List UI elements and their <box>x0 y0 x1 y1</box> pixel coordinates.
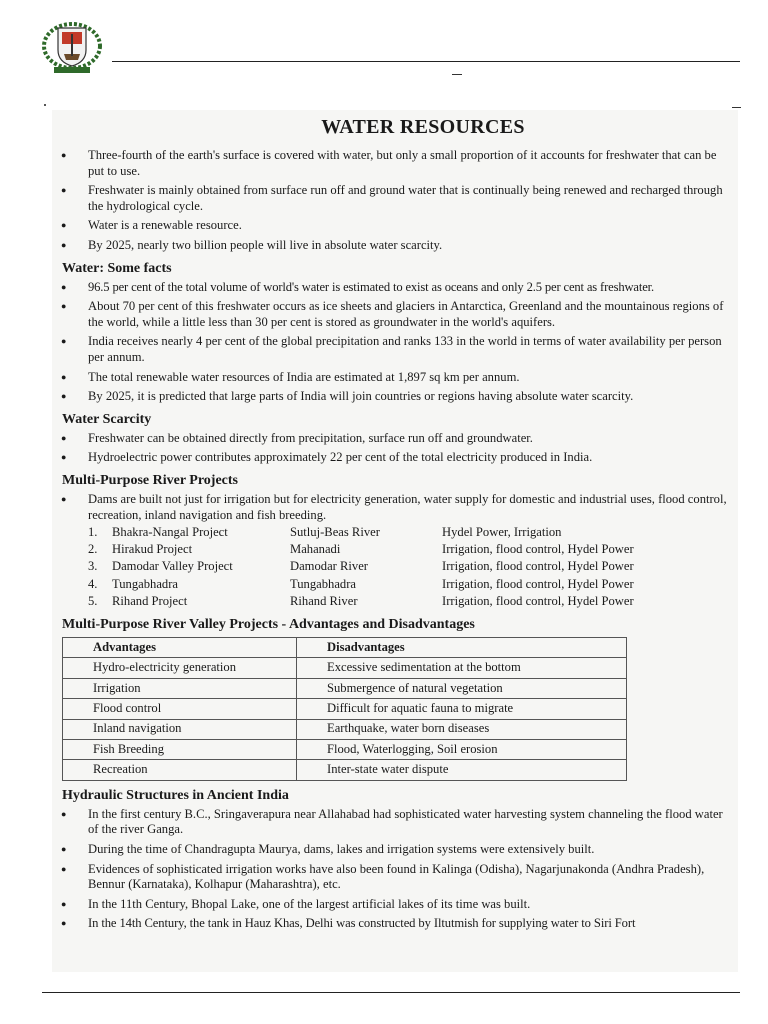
header-rule <box>112 61 740 62</box>
project-use: Irrigation, flood control, Hydel Power <box>442 576 634 591</box>
list-item: ● Freshwater is mainly obtained from surface run off and ground water that is continually being renewed and recharged through the hydrological cycle. <box>58 183 734 214</box>
hydraulic-list <box>58 807 734 932</box>
project-river: Tungabhadra <box>290 576 356 591</box>
disadvantage-cell: Excessive sedimentation at the bottom <box>297 658 627 678</box>
list-item: ● Evidences of sophisticated irrigation works have also been found in Kalinga (Odisha), Nagarjunakonda (Andhra Pradesh), Bennur (Karnataka), Kolhapur (Maharashtra), etc. <box>58 862 734 893</box>
project-number: 5. <box>88 593 98 608</box>
advantage-cell: Flood control <box>63 699 297 719</box>
disadvantage-cell: Flood, Waterlogging, Soil erosion <box>297 739 627 759</box>
disadvantage-cell: Submergence of natural vegetation <box>297 678 627 698</box>
advantage-cell: Fish Breeding <box>63 739 297 759</box>
section-heading-scarcity: Water Scarcity <box>62 411 152 427</box>
list-item: ● About 70 per cent of this freshwater occurs as ice sheets and glaciers in Antarctica, Greenland and the mountainous regions of the world, while a little less than 30 per cent is stored as groundwater in the world's aquifers. <box>58 299 734 330</box>
project-row <box>88 558 734 575</box>
section-heading-advantages: Multi-Purpose River Valley Projects - Advantages and Disadvantages <box>62 617 475 633</box>
project-river: Damodar River <box>290 559 368 574</box>
project-number: 3. <box>88 559 98 574</box>
multipurpose-list <box>58 492 734 523</box>
header-mark <box>452 74 462 75</box>
advantage-cell: Inland navigation <box>63 719 297 739</box>
project-river: Mahanadi <box>290 542 341 557</box>
advantage-cell: Recreation <box>63 760 297 780</box>
scarcity-list <box>58 431 734 466</box>
header-cell: Disadvantages <box>297 638 627 658</box>
table-row <box>63 678 627 698</box>
footer-rule <box>42 992 740 993</box>
list-item: ● India receives nearly 4 per cent of the global precipitation and ranks 133 in the world in terms of water availability per person per annum. <box>58 334 734 365</box>
project-name: Damodar Valley Project <box>112 559 233 574</box>
table-row <box>63 760 627 780</box>
list-item: ● In the 11th Century, Bhopal Lake, one of the largest artificial lakes of its time was built. <box>58 897 734 913</box>
project-number: 4. <box>88 576 98 591</box>
intro-list <box>58 148 734 254</box>
list-item: ● Water is a renewable resource. <box>58 218 734 234</box>
facts-list <box>58 280 734 405</box>
list-item: ● Freshwater can be obtained directly from precipitation, surface run off and groundwater. <box>58 431 734 447</box>
table-row <box>63 658 627 678</box>
list-item: ● Dams are built not just for irrigation but for electricity generation, water supply for domestic and industrial uses, flood control, recreation, inland navigation and fish breeding. <box>58 492 734 523</box>
project-river: Rihand River <box>290 593 358 608</box>
project-row <box>88 576 734 593</box>
table-row <box>63 719 627 739</box>
disadvantage-cell: Earthquake, water born diseases <box>297 719 627 739</box>
header-cell: Advantages <box>63 638 297 658</box>
table-header-row <box>63 638 627 658</box>
list-item: ● In the 14th Century, the tank in Hauz Khas, Delhi was constructed by Iltutmish for supplying water to Siri Fort <box>58 916 734 932</box>
project-use: Hydel Power, Irrigation <box>442 525 562 540</box>
table-row <box>63 699 627 719</box>
project-name: Hirakud Project <box>112 542 193 557</box>
list-item: ● During the time of Chandragupta Maurya, dams, lakes and irrigation systems were extensively built. <box>58 842 734 858</box>
project-row <box>88 524 734 541</box>
list-item: ● Hydroelectric power contributes approximately 22 per cent of the total electricity produced in India. <box>58 450 734 466</box>
project-use: Irrigation, flood control, Hydel Power <box>442 559 634 574</box>
project-name: Bhakra-Nangal Project <box>112 525 228 540</box>
project-name: Tungabhadra <box>112 576 178 591</box>
list-item: ● By 2025, nearly two billion people will live in absolute water scarcity. <box>58 238 734 254</box>
advantage-cell: Irrigation <box>63 678 297 698</box>
list-item: ● The total renewable water resources of India are estimated at 1,897 sq km per annum. <box>58 370 734 386</box>
project-number: 2. <box>88 542 98 557</box>
list-item: ● Three-fourth of the earth's surface is covered with water, but only a small proportion of it accounts for freshwater that can be put to use. <box>58 148 734 179</box>
project-number: 1. <box>88 525 98 540</box>
list-item: ● In the first century B.C., Sringaverapura near Allahabad had sophisticated water harvesting system channeling the flood water of the river Ganga. <box>58 807 734 838</box>
advantage-cell: Hydro-electricity generation <box>63 658 297 678</box>
disadvantage-cell: Difficult for aquatic fauna to migrate <box>297 699 627 719</box>
project-name: Rihand Project <box>112 593 188 608</box>
section-heading-hydraulic: Hydraulic Structures in Ancient India <box>62 787 289 803</box>
advantages-table <box>62 637 627 781</box>
list-item: ● 96.5 per cent of the total volume of world's water is estimated to exist as oceans and only 2.5 per cent as freshwater. <box>58 280 734 296</box>
project-use: Irrigation, flood control, Hydel Power <box>442 542 634 557</box>
section-heading-facts: Water: Some facts <box>62 260 172 276</box>
margin-dot <box>44 104 46 106</box>
list-item: ● By 2025, it is predicted that large parts of India will join countries or regions having absolute water scarcity. <box>58 389 734 405</box>
project-use: Irrigation, flood control, Hydel Power <box>442 593 634 608</box>
project-row <box>88 541 734 558</box>
disadvantage-cell: Inter-state water dispute <box>297 760 627 780</box>
project-river: Sutluj-Beas River <box>290 525 380 540</box>
section-heading-multipurpose: Multi-Purpose River Projects <box>62 472 238 488</box>
page-content <box>58 114 734 936</box>
table-row <box>63 739 627 759</box>
margin-mark <box>732 107 741 108</box>
projects-table <box>88 524 734 610</box>
school-logo <box>40 20 104 76</box>
page-title: WATER RESOURCES <box>321 116 525 138</box>
project-row <box>88 593 734 610</box>
